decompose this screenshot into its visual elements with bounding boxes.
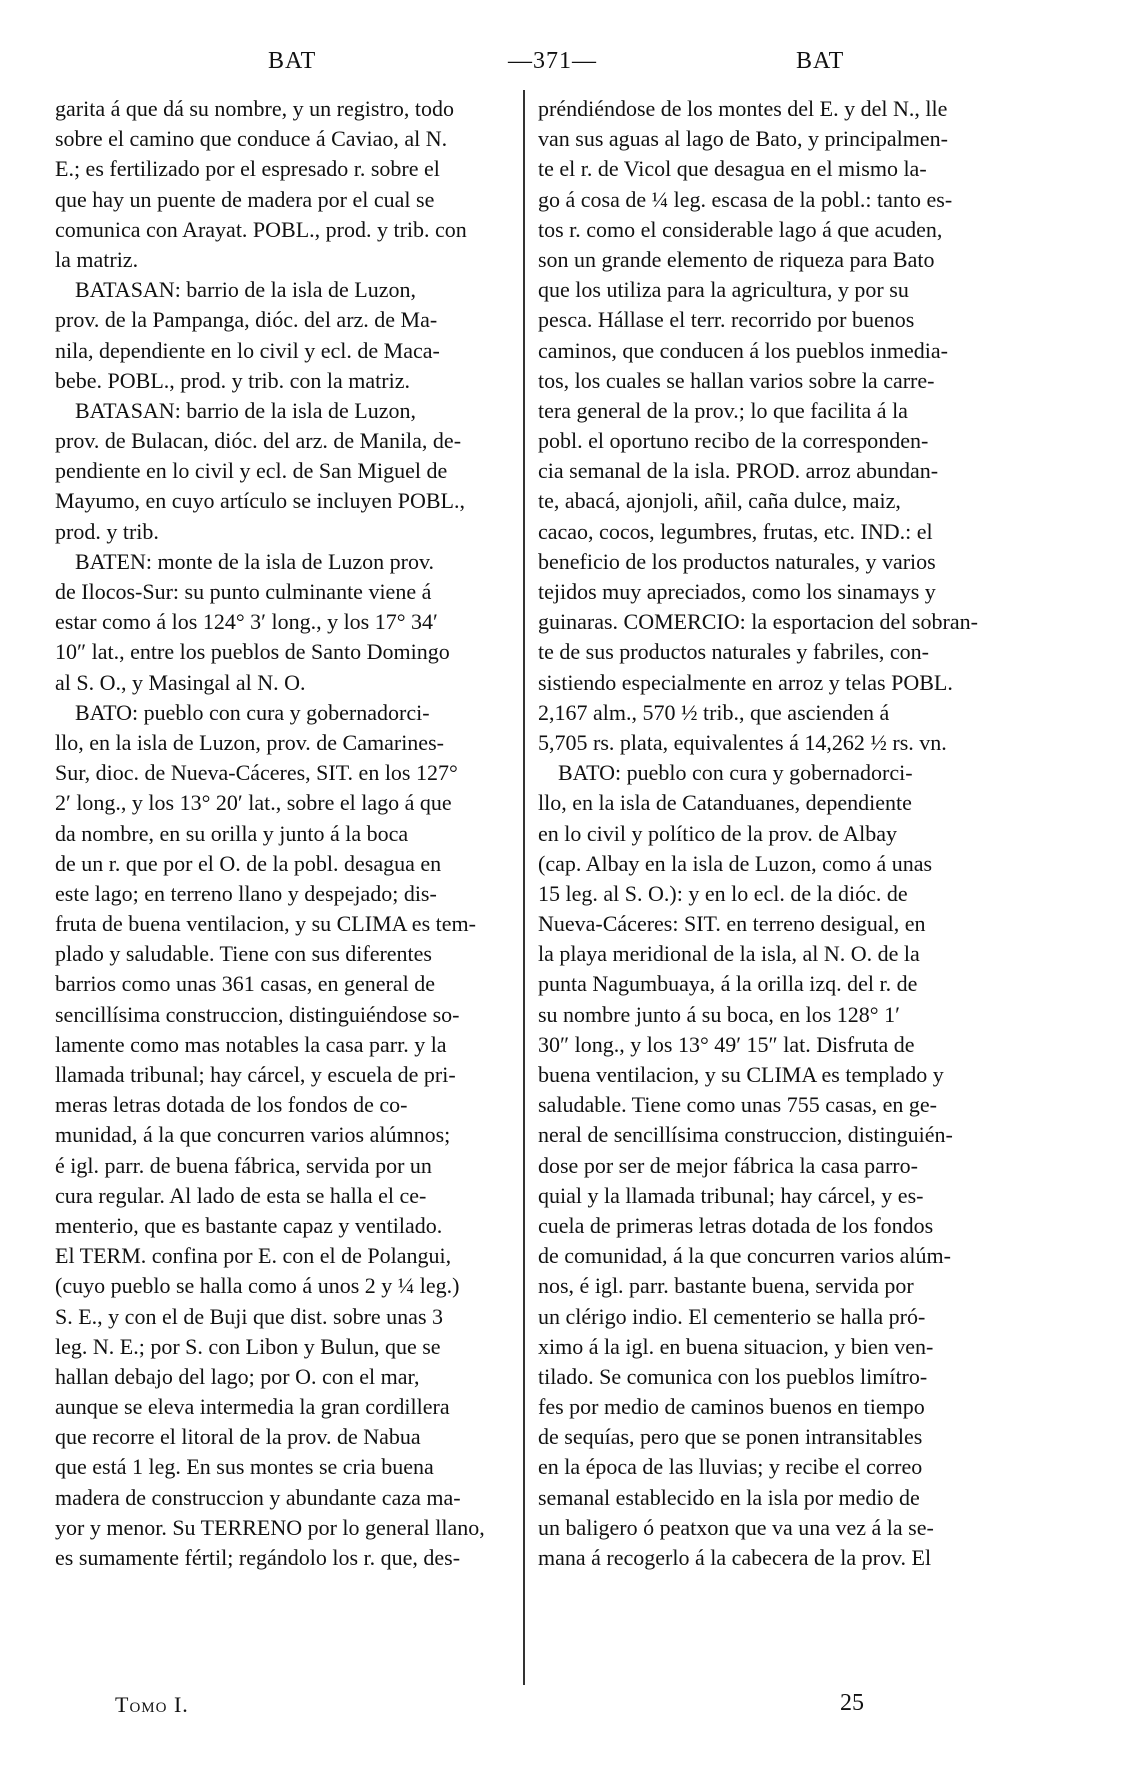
right-column-line: cia semanal de la isla. PROD. arroz abundan- <box>538 458 939 484</box>
left-column-line: llo, en la isla de Luzon, prov. de Camarines- <box>55 729 444 755</box>
left-column-line: BATASAN: barrio de la isla de Luzon, <box>75 397 416 423</box>
right-column-line: tera general de la prov.; lo que facilita á la <box>538 397 908 423</box>
right-column-line: cuela de primeras letras dotada de los fondos <box>538 1212 934 1238</box>
left-column-line: E.; es fertilizado por el espresado r. sobre el <box>55 156 440 182</box>
left-column-line: Mayumo, en cuyo artículo se incluyen POBL., <box>55 488 465 514</box>
left-column-line: munidad, á la que concurren varios alúmnos; <box>55 1122 451 1148</box>
right-column-line: 2,167 alm., 570 ½ trib., que ascienden á <box>538 699 890 725</box>
right-column-line: cacao, cocos, legumbres, frutas, etc. IND.: el <box>538 518 933 544</box>
left-column-line: sencillísima construccion, distinguiéndose so- <box>55 1001 460 1027</box>
left-column-line: estar como á los 124° 3′ long., y los 17° 34′ <box>55 609 438 635</box>
left-column-line: (cuyo pueblo se halla como á unos 2 y ¼ leg.) <box>55 1273 460 1299</box>
right-column-line: son un grande elemento de riqueza para Bato <box>538 246 935 272</box>
right-column-line: semanal establecido en la isla por medio de <box>538 1484 920 1510</box>
right-column-line: quial y la llamada tribunal; hay cárcel, y es- <box>538 1182 924 1208</box>
right-column-line: un baligero ó peatxon que va una vez á la se- <box>538 1514 934 1540</box>
left-column-line: prov. de Bulacan, dióc. del arz. de Manila, de- <box>55 428 462 454</box>
left-column-line: la matriz. <box>55 246 139 272</box>
running-head-right: BAT <box>796 48 845 74</box>
left-column-line: es sumamente fértil; regándolo los r. que, des- <box>55 1545 461 1570</box>
left-column-line: BATO: pueblo con cura y gobernadorci- <box>75 699 430 725</box>
left-column-line: que recorre el litoral de la prov. de Nabua <box>55 1424 421 1450</box>
right-column-line: nos, é igl. parr. bastante buena, servida por <box>538 1273 914 1299</box>
right-column-line: de comunidad, á la que concurren varios alúm- <box>538 1243 951 1269</box>
left-column-line: aunque se eleva intermedia la gran cordillera <box>55 1394 450 1420</box>
left-column-line: que hay un puente de madera por el cual se <box>55 186 435 212</box>
right-column-line: la playa meridional de la isla, al N. O. de la <box>538 941 920 967</box>
volume-label: Tomo I. <box>115 1692 189 1717</box>
right-column-line: neral de sencillísima construccion, distinguién- <box>538 1122 953 1148</box>
right-column-line: beneficio de los productos naturales, y varios <box>538 548 936 574</box>
left-column-line: de Ilocos-Sur: su punto culminante viene á <box>55 579 432 604</box>
right-column-line: caminos, que conducen á los pueblos inmedia- <box>538 337 948 363</box>
right-column-line: tos r. como el considerable lago á que acuden, <box>538 216 943 242</box>
left-column-line: sobre el camino que conduce á Caviao, al N. <box>55 126 448 152</box>
left-column-line: da nombre, en su orilla y junto á la boca <box>55 820 409 846</box>
right-column-line: tilado. Se comunica con los pueblos limítro- <box>538 1363 928 1389</box>
right-column-line: te el r. de Vicol que desagua en el mismo la- <box>538 156 927 182</box>
right-column-line: buena ventilacion, y su CLIMA es templado y <box>538 1062 944 1087</box>
right-column-line: Nueva-Cáceres: SIT. en terreno desigual, en <box>538 911 926 937</box>
left-column-line: fruta de buena ventilacion, y su CLIMA es tem- <box>55 911 476 937</box>
right-column-line: 5,705 rs. plata, equivalentes á 14,262 ½ rs. vn. <box>538 729 947 755</box>
right-column-line: en lo civil y político de la prov. de Albay <box>538 820 898 846</box>
left-column-line: hallan debajo del lago; por O. con el mar, <box>55 1363 420 1389</box>
right-column-line: su nombre junto á su boca, en los 128° 1′ <box>538 1001 900 1027</box>
left-column-line: comunica con Arayat. POBL., prod. y trib. con <box>55 216 467 242</box>
left-column-line: madera de construccion y abundante caza ma- <box>55 1484 461 1510</box>
left-column-line: Sur, dioc. de Nueva-Cáceres, SIT. en los 127° <box>55 760 458 786</box>
right-column-line: go á cosa de ¼ leg. escasa de la pobl.: tanto es- <box>538 186 953 212</box>
page-number-header: —371— <box>508 48 597 74</box>
right-column-line: en la época de las lluvias; y recibe el correo <box>538 1454 923 1480</box>
right-column-line: te, abacá, ajonjoli, añil, caña dulce, maiz, <box>538 488 901 514</box>
left-column-line: BATASAN: barrio de la isla de Luzon, <box>75 277 416 303</box>
left-column-line: BATEN: monte de la isla de Luzon prov. <box>75 548 435 574</box>
right-text-column <box>538 94 1026 1573</box>
right-column-line: saludable. Tiene como unas 755 casas, en ge- <box>538 1092 937 1118</box>
signature-number: 25 <box>840 1690 864 1716</box>
right-column-line: van sus aguas al lago de Bato, y principalmen- <box>538 126 948 152</box>
left-column-line: que está 1 leg. En sus montes se cria buena <box>55 1454 434 1480</box>
left-column-line: de un r. que por el O. de la pobl. desagua en <box>55 850 442 876</box>
column-divider <box>523 90 525 1685</box>
left-column-line: pendiente en lo civil y ecl. de San Miguel de <box>55 458 448 484</box>
running-head-left: BAT <box>268 48 317 74</box>
right-column-line: ximo á la igl. en buena situacion, y bien ven- <box>538 1333 934 1359</box>
right-column-line: un clérigo indio. El cementerio se halla pró- <box>538 1303 926 1329</box>
right-column-line: pesca. Hállase el terr. recorrido por buenos <box>538 307 915 333</box>
left-column-line: al S. O., y Masingal al N. O. <box>55 669 306 695</box>
left-column-line: bebe. POBL., prod. y trib. con la matriz. <box>55 367 410 393</box>
left-column-line: El TERM. confina por E. con el de Polangui, <box>55 1243 452 1269</box>
left-column-line: meras letras dotada de los fondos de co- <box>55 1092 408 1118</box>
right-column-line: dose por ser de mejor fábrica la casa parro- <box>538 1152 918 1178</box>
right-column-line: que los utiliza para la agricultura, y por su <box>538 277 909 303</box>
right-column-line: mana á recogerlo á la cabecera de la prov. El <box>538 1545 932 1570</box>
right-column-line: 30″ long., y los 13° 49′ 15″ lat. Disfruta de <box>538 1031 915 1057</box>
left-column-line: lamente como mas notables la casa parr. y la <box>55 1031 447 1057</box>
left-column-line: garita á que dá su nombre, y un registro, todo <box>55 96 454 121</box>
left-column-line: 2′ long., y los 13° 20′ lat., sobre el lago á que <box>55 790 452 816</box>
left-column-line: este lago; en terreno llano y despejado; dis- <box>55 880 437 906</box>
left-column-line: é igl. parr. de buena fábrica, servida por un <box>55 1152 432 1178</box>
right-column-line: 15 leg. al S. O.): y en lo ecl. de la dióc. de <box>538 880 908 906</box>
left-column-line: barrios como unas 361 casas, en general de <box>55 971 435 997</box>
left-column-line: yor y menor. Su TERRENO por lo general llano, <box>55 1514 485 1540</box>
right-column-line: guinaras. COMERCIO: la esportacion del sobran- <box>538 609 978 635</box>
left-column-line: plado y saludable. Tiene con sus diferentes <box>55 941 432 967</box>
left-column-line: S. E., y con el de Buji que dist. sobre unas 3 <box>55 1303 444 1329</box>
left-column-line: leg. N. E.; por S. con Libon y Bulun, que se <box>55 1333 441 1359</box>
right-column-line: fes por medio de caminos buenos en tiempo <box>538 1394 925 1420</box>
right-column-line: llo, en la isla de Catanduanes, dependiente <box>538 790 912 816</box>
right-column-line: de sequías, pero que se ponen intransitables <box>538 1424 923 1450</box>
left-text-column <box>55 94 515 1573</box>
left-column-line: prov. de la Pampanga, dióc. del arz. de Ma- <box>55 307 438 333</box>
left-column-line: nila, dependiente en lo civil y ecl. de Maca- <box>55 337 440 363</box>
right-column-line: préndiéndose de los montes del E. y del N., lle <box>538 96 948 121</box>
right-column-line: sistiendo especialmente en arroz y telas POBL. <box>538 669 953 695</box>
left-column-line: 10″ lat., entre los pueblos de Santo Domingo <box>55 639 450 665</box>
right-column-line: tejidos muy apreciados, como los sinamays y <box>538 579 936 604</box>
right-column-line: BATO: pueblo con cura y gobernadorci- <box>558 760 913 786</box>
right-column-line: pobl. el oportuno recibo de la corresponden- <box>538 428 929 454</box>
left-column-line: prod. y trib. <box>55 518 159 544</box>
right-column-line: tos, los cuales se hallan varios sobre la carre- <box>538 367 935 393</box>
right-column-line: (cap. Albay en la isla de Luzon, como á unas <box>538 850 933 876</box>
left-column-line: cura regular. Al lado de esta se halla el ce- <box>55 1182 427 1208</box>
right-column-line: te de sus productos naturales y fabriles, con- <box>538 639 929 665</box>
left-column-line: menterio, que es bastante capaz y ventilado. <box>55 1212 443 1238</box>
left-column-line: llamada tribunal; hay cárcel, y escuela de pri- <box>55 1062 456 1087</box>
right-column-line: punta Nagumbuaya, á la orilla izq. del r. de <box>538 971 918 997</box>
